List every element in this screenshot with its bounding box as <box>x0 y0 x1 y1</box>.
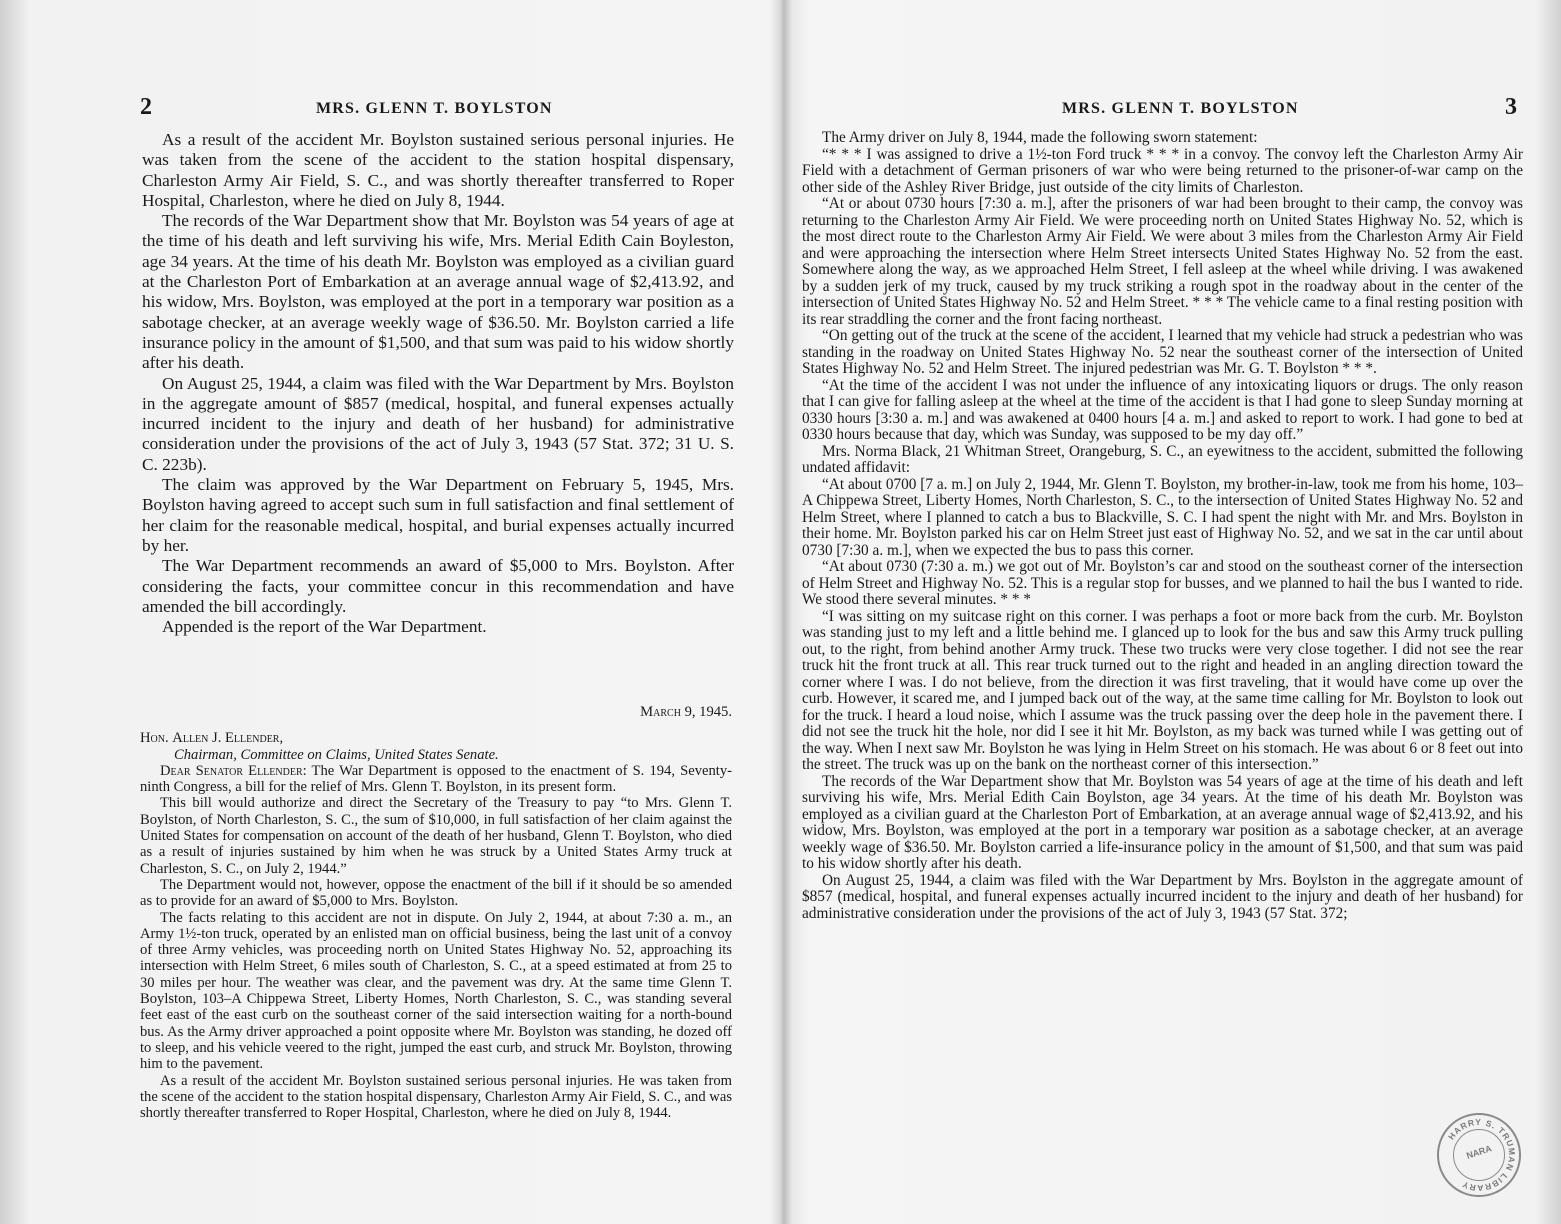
statement-paragraph: The Army driver on July 8, 1944, made the following sworn statement: <box>822 129 1258 146</box>
report-paragraph: The records of the War Department show that Mr. Boylston was 54 years of age at the time of his death and left surviving his wife, Mrs. Merial Edith Cain Boyleston, age 34 years. At the time of his death Mr. Boylston was employed as a civilian guard at the Charleston Port of Embarkation at an average annual wage of $2,413.92, and his widow, Mrs. Boylston, was employed at the port in a temporary war position as a sabotage checker, at an average weekly wage of $36.50. Mr. Boylston carried a life insurance policy in the amount of $1,500, and that sum was paid to his widow shortly after his death. <box>142 211 734 373</box>
letter-opening-text: The War Department is opposed to the enactment of S. 194, Seventy-ninth Congress, a bill for the relief of Mrs. Glenn T. Boylston, in its present form. <box>140 762 732 796</box>
statement-paragraph: Mrs. Norma Black, 21 Whitman Street, Orangeburg, S. C., an eyewitness to the accident, submitted the following undated affidavit: <box>802 442 1523 476</box>
stamp-ring-text: HARRY S. TRUMAN LIBRARY <box>1446 1116 1518 1194</box>
committee-report-text <box>142 130 734 637</box>
letter-opening <box>140 763 732 796</box>
statement-paragraph: “At the time of the accident I was not under the influence of any intoxicating liquors or drugs. The only reason that I can give for falling asleep at the wheel at the time of the accident is that I had gone to sleep Sunday morning at 0330 hours [3:30 a. m.] and was awakened at 0400 hours [4 a. m.] and asked to report to work. I had gone to bed at 0330 hours because that day, which was Sunday, was supposed to be my day off.” <box>802 376 1523 443</box>
left-running-head <box>30 94 780 126</box>
letter-addressee <box>140 730 732 746</box>
letter-date: March 9, 1945. <box>640 704 732 720</box>
sworn-statements-text <box>802 130 1523 922</box>
letter-paragraph: The facts relating to this accident are not in dispute. On July 2, 1944, at about 7:30 a. m., an Army 1½-ton truck, operated by an enlisted man on official business, being the last unit of a convoy of three Army vehicles, was proceeding north on United States Highway No. 52, approaching its intersection with Helm Street, 6 miles south of Charleston, S. C., at a speed estimated at from 25 to 30 miles per hour. The weather was clear, and the pavement was dry. At the same time Glenn T. Boylston, 103–A Chippewa Street, Liberty Homes, North Charleston, S. C., was standing several feet east of the east curb on the southeast corner of the said intersection waiting for a north-bound bus. As the Army driver approached a point opposite where Mr. Boylston was standing, he dozed off to sleep, and his vehicle veered to the right, jumped the east curb, and struck Mr. Boylston, throwing him to the pavement. <box>140 909 732 1073</box>
left-running-title: MRS. GLENN T. BOYLSTON <box>316 100 553 117</box>
salutation: Dear Senator Ellender: <box>160 762 307 779</box>
right-running-head <box>792 94 1534 126</box>
right-page-number: 3 <box>1505 94 1517 120</box>
left-page <box>30 0 780 1224</box>
left-page-number: 2 <box>140 94 152 120</box>
letter-paragraph: The Department would not, however, oppose the enactment of the bill if it should be so amended as to provide for an award of $5,000 to Mrs. Boylston. <box>140 876 732 910</box>
report-paragraph: Appended is the report of the War Department. <box>162 617 487 637</box>
statement-paragraph: “At about 0730 (7:30 a. m.) we got out of Mr. Boylston’s car and stood on the southeast corner of the intersection of Helm Street and Highway No. 52. This is a regular stop for busses, and we planned to hail the bus I wanted to ride. We stood there several minutes. * * * <box>802 558 1523 608</box>
statement-paragraph: “* * * I was assigned to drive a 1½-ton Ford truck * * * in a convoy. The convoy left the Charleston Army Air Field with a detachment of German prisoners of war who were being returned to the prisoner-of-war camp on the other side of the Ashley River Bridge, just outside of the city limits of Charleston. <box>802 145 1523 196</box>
addressee-role: Chairman, Committee on Claims, United States Senate. <box>174 746 499 763</box>
stamp-center-text: NARA <box>1465 1143 1493 1161</box>
report-paragraph: The War Department recommends an award of $5,000 to Mrs. Boylston. After considering the facts, your committee concur in this recommendation and have amended the bill accordingly. <box>142 556 734 616</box>
war-department-letter <box>140 690 732 1121</box>
statement-paragraph: On August 25, 1944, a claim was filed with the War Department by Mrs. Boylston in the aggregate amount of $857 (medical, hospital, and funeral expenses actually incurred incident to the injury and death of her husband) for administrative consideration under the provisions of the act of July 3, 1943 (57 Stat. 372; <box>802 871 1523 922</box>
addressee-name: Allen J. Ellender, <box>172 730 284 747</box>
statement-paragraph: “At or about 0730 hours [7:30 a. m.], after the prisoners of war had been brought to their camp, the convoy was returning to the Charleston Army Air Field. We were proceeding north on United States Highway No. 52, which is the most direct route to the Charleston Army Air Field. We were about 3 miles from the Charleston Army Air Field and were approaching the intersection where Helm Street intersects United States Highway No. 52 from the east. Somewhere along the way, as we approached Helm Street, I fell asleep at the wheel while driving. I was awakened by a sudden jerk of my truck, caused by my truck striking a rough spot in the roadway about in the center of the intersection of United States Highway No. 52 and Helm Street. * * * The vehicle came to a final resting position with its rear straddling the corner and the front facing northeast. <box>802 195 1523 328</box>
statement-paragraph: “At about 0700 [7 a. m.] on July 2, 1944, Mr. Glenn T. Boylston, my brother-in-law, took me from his home, 103–A Chippewa Street, Liberty Homes, North Charleston, S. C., to the intersection of United States Highway No. 52 and Helm Street, where I planned to catch a bus to Blackville, S. C. I had spent the night with Mr. and Mrs. Boylston in their home. Mr. Boylston parked his car on Helm Street just east of Highway No. 52, and we sat in the car until about 0730 [7:30 a. m.], when we expected the bus to pass this corner. <box>802 475 1523 559</box>
letter-paragraph: This bill would authorize and direct the Secretary of the Treasury to pay “to Mrs. Glenn T. Boylston, of North Charleston, S. C., the sum of $10,000, in full satisfaction of her claim against the United States for compensation on account of the death of her husband, Glenn T. Boylston, who died as a result of injuries sustained by him when he was struck by a United States Army truck at Charleston, S. C., on July 2, 1944.” <box>140 795 732 877</box>
report-paragraph: As a result of the accident Mr. Boylston sustained serious personal injuries. He was taken from the scene of the accident to the station hospital dispensary, Charleston Army Air Field, S. C., and was shortly thereafter transferred to Roper Hospital, Charleston, where he died on July 8, 1944. <box>142 130 734 210</box>
report-paragraph: On August 25, 1944, a claim was filed with the War Department by Mrs. Boylston in the aggregate amount of $857 (medical, hospital, and funeral expenses actually incurred incident to the injury and death of her husband) for administrative consideration under the provisions of the act of July 3, 1943 (57 Stat. 372; 31 U. S. C. 223b). <box>142 373 734 474</box>
report-paragraph: The claim was approved by the War Department on February 5, 1945, Mrs. Boylston having agreed to accept such sum in full satisfaction and final settlement of her claim for the reasonable medical, hospital, and burial expenses actually incurred by her. <box>142 475 734 555</box>
statement-paragraph: “On getting out of the truck at the scene of the accident, I learned that my vehicle had struck a pedestrian who was standing in the roadway on United States Highway No. 52 near the southeast corner of the intersection of United States Highway No. 52 and Helm Street. The injured pedestrian was Mr. G. T. Boylston * * *. <box>802 327 1523 377</box>
letter-paragraph: As a result of the accident Mr. Boylston sustained serious personal injuries. He was taken from the scene of the accident to the station hospital dispensary, Charleston Army Air Field, S. C., and was shortly thereafter transferred to Roper Hospital, Charleston, where he died on July 8, 1944. <box>140 1072 732 1122</box>
right-running-title: MRS. GLENN T. BOYLSTON <box>1062 100 1299 117</box>
library-stamp <box>1437 1113 1521 1197</box>
statement-paragraph: The records of the War Department show that Mr. Boylston was 54 years of age at the time of his death and left surviving his wife, Mrs. Merial Edith Cain Boylston, age 34 years. At the time of his death Mr. Boylston was employed as a civilian guard at the Charleston Port of Embarkation, at an average annual wage of $2,413.92, and his widow, Mrs. Boylston, was employed at the port in a temporary war position as a sabotage checker, at an average weekly wage of $36.50. Mr. Boylston carried a life-insurance policy in the amount of $1,500, and that sum was paid to his widow shortly after his death. <box>802 772 1523 872</box>
right-page <box>792 0 1534 1224</box>
addressee-prefix: Hon. <box>140 730 169 747</box>
statement-paragraph: “I was sitting on my suitcase right on this corner. I was perhaps a foot or more back from the curb. Mr. Boylston was standing just to my left and a little behind me. I glanced up to look for the bus and saw this Army truck pulling out, to the right, from behind another Army truck. These two trucks were very close together. I did not see the rear truck hit the front truck at all. This rear truck turned out to the right and headed in an angling direction toward the corner where I was. I do not believe, from the direction it was first traveling, that it would have come up over the curb. However, it scared me, and I jumped back out of the way, at the same time calling for Mr. Boylston to look out for the truck. I heard a loud noise, which I assume was the truck passing over the deep hole in the pavement there. I did not see the truck hit the hole, nor did I see it hit Mr. Boylston, as my back was turned while I was getting out of the way. When I next saw Mr. Boylston he was lying in Helm Street on his stomach. He was about 6 or 8 feet out into the street. The truck was up on the bank on the northeast corner of this intersection.” <box>802 607 1523 773</box>
